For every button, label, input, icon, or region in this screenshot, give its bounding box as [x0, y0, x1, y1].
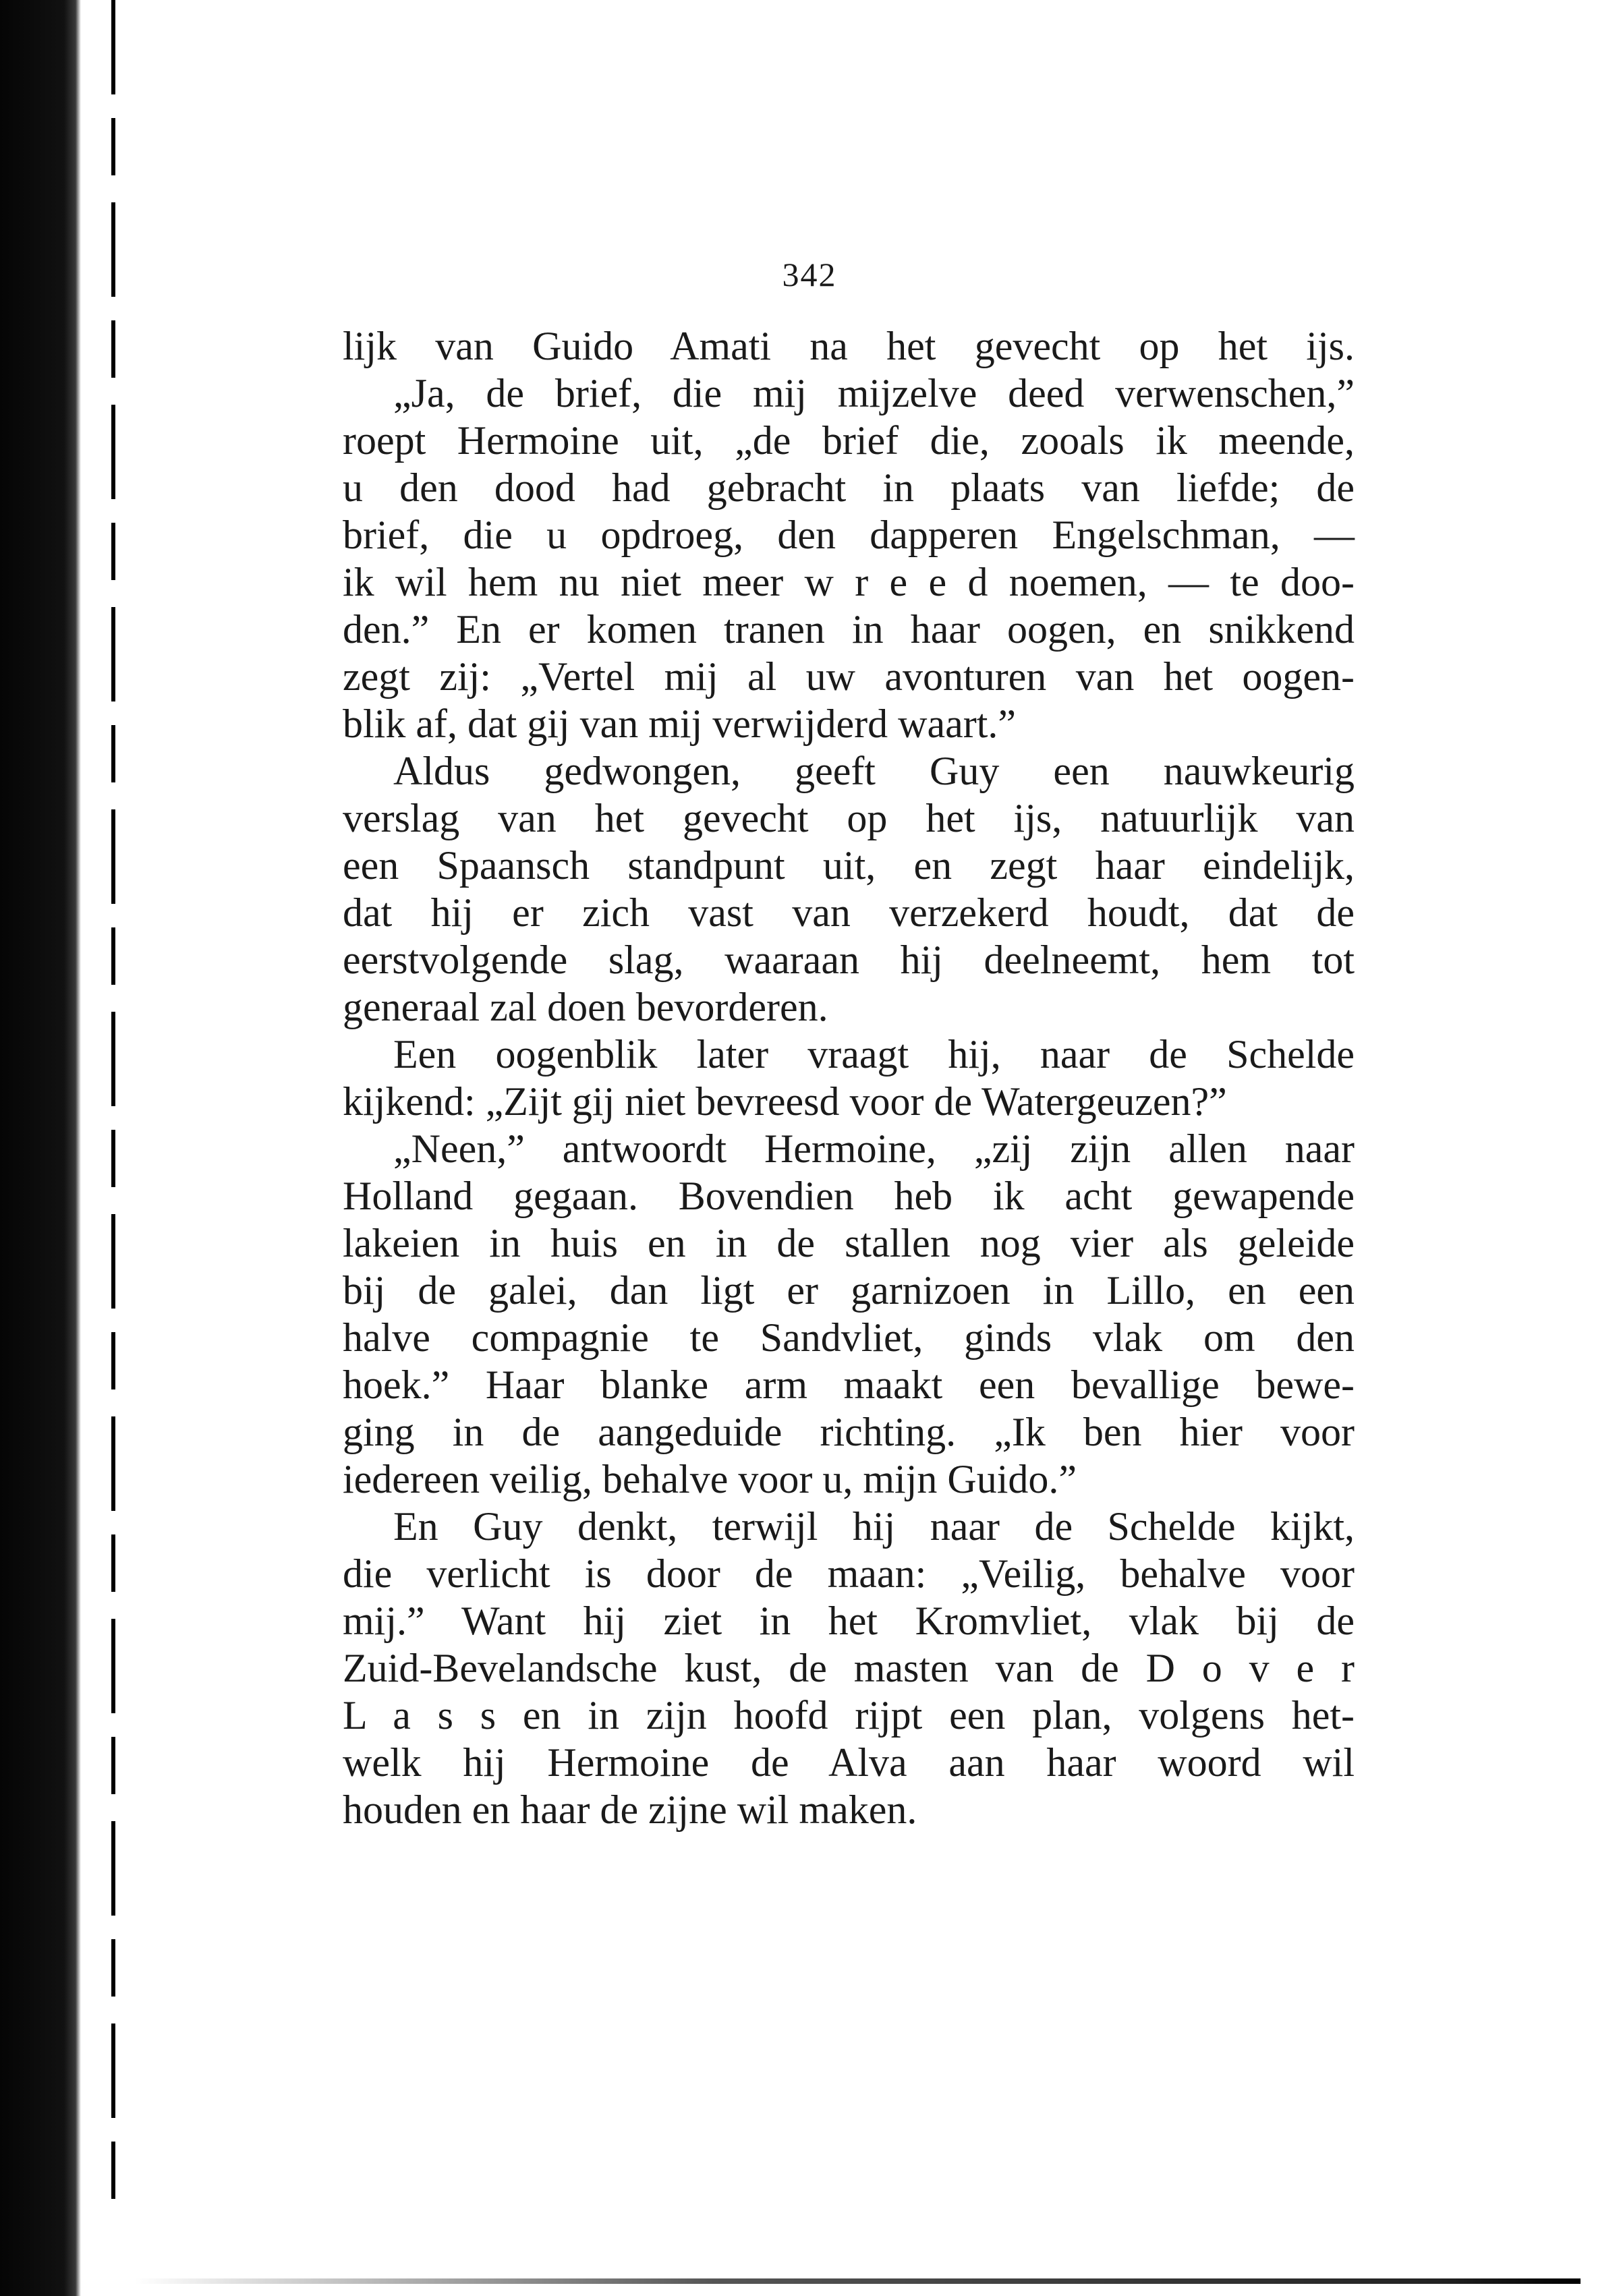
text-line: ging in de aangeduide richting. „Ik ben hier voor: [343, 1410, 1355, 1454]
text-line: kijkend: „Zijt gij niet bevreesd voor de Watergeuzen?”: [343, 1079, 1227, 1124]
text-line: generaal zal doen bevorderen.: [343, 985, 828, 1029]
text-line: hoek.” Haar blanke arm maakt een bevallige bewe-: [343, 1362, 1355, 1407]
text-line: lijk van Guido Amati na het gevecht op het ijs.: [343, 324, 1355, 368]
text-line: houden en haar de zijne wil maken.: [343, 1787, 917, 1832]
text-line: eerstvolgende slag, waaraan hij deelneemt, hem tot: [343, 938, 1355, 982]
text-line: mij.” Want hij ziet in het Kromvliet, vlak bij de: [343, 1599, 1355, 1643]
text-line: blik af, dat gij van mij verwijderd waart.”: [343, 701, 1016, 746]
text-line: halve compagnie te Sandvliet, ginds vlak om den: [343, 1315, 1355, 1360]
binding-edge: [111, 0, 115, 2226]
text-line: een Spaansch standpunt uit, en zegt haar eindelijk,: [343, 843, 1355, 888]
text-line: „Neen,” antwoordt Hermoine, „zij zijn allen naar: [393, 1126, 1355, 1171]
text-line: verslag van het gevecht op het ijs, natuurlijk van: [343, 796, 1355, 840]
text-line: En Guy denkt, terwijl hij naar de Schelde kijkt,: [393, 1504, 1355, 1549]
text-line: Een oogenblik later vraagt hij, naar de Schelde: [393, 1032, 1355, 1077]
text-line: lakeien in huis en in de stallen nog vier als geleide: [343, 1221, 1355, 1265]
text-line: Zuid-Bevelandsche kust, de masten van de D o v e r: [343, 1646, 1355, 1690]
text-line: bij de galei, dan ligt er garnizoen in Lillo, en een: [343, 1268, 1355, 1313]
body-text: [343, 322, 1355, 1833]
page-number: 342: [782, 256, 837, 293]
text-line: L a s s en in zijn hoofd rijpt een plan, volgens het-: [343, 1693, 1355, 1738]
text-line: roept Hermoine uit, „de brief die, zooals ik meende,: [343, 418, 1355, 463]
text-line: u den dood had gebracht in plaats van liefde; de: [343, 465, 1355, 510]
text-line: Holland gegaan. Bovendien heb ik acht gewapende: [343, 1174, 1355, 1218]
text-line: iedereen veilig, behalve voor u, mijn Guido.”: [343, 1457, 1077, 1501]
text-line: zegt zij: „Vertel mij al uw avonturen van het oogen-: [343, 654, 1355, 699]
text-line: dat hij er zich vast van verzekerd houdt, dat de: [343, 890, 1355, 935]
text-line: die verlicht is door de maan: „Veilig, behalve voor: [343, 1551, 1355, 1596]
text-line: brief, die u opdroeg, den dapperen Engelschman, —: [343, 513, 1355, 557]
text-line: „Ja, de brief, die mij mijzelve deed verwenschen,”: [393, 371, 1355, 415]
text-line: den.” En er komen tranen in haar oogen, en snikkend: [343, 607, 1355, 652]
book-gutter-shadow: [0, 0, 81, 2296]
text-line: ik wil hem nu niet meer w r e e d noemen, — te doo-: [343, 560, 1355, 604]
text-line: welk hij Hermoine de Alva aan haar woord wil: [343, 1740, 1355, 1785]
text-line: Aldus gedwongen, geeft Guy een nauwkeurig: [393, 749, 1355, 793]
page-bottom-edge: [135, 2278, 1581, 2284]
